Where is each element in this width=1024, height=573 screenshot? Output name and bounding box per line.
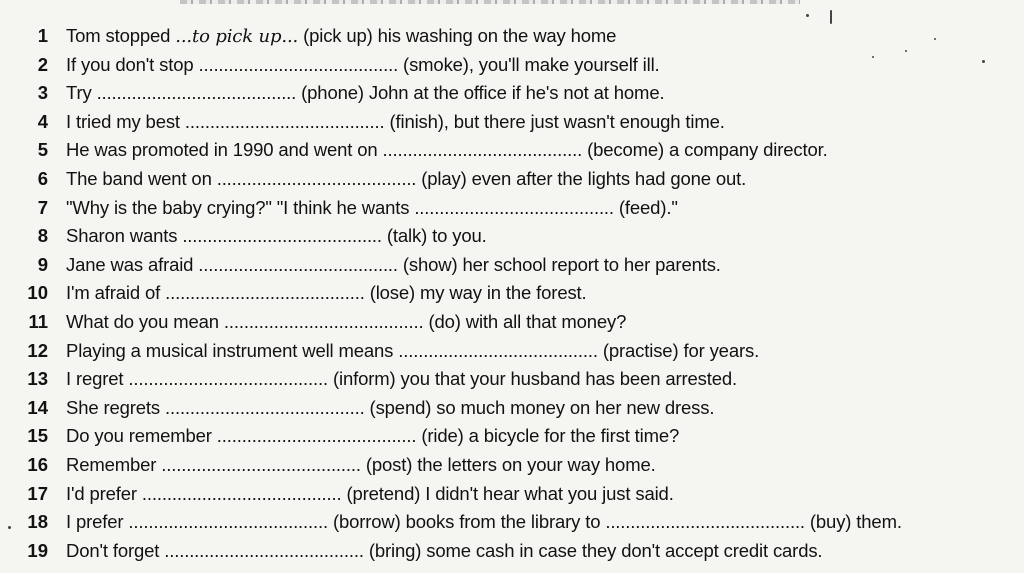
exercise-item [0, 451, 1024, 480]
exercise-item [0, 136, 1024, 165]
exercise-item [0, 194, 1024, 223]
item-number: 7 [37, 196, 48, 218]
exercise-item [0, 165, 1024, 194]
item-number: 10 [27, 282, 48, 304]
item-text: Remember ........................................ (post) the letters on your way home. [66, 453, 656, 475]
item-text: Jane was afraid ........................................ (show) her school report to her parents. [66, 253, 721, 275]
item-text [66, 22, 616, 52]
item-text: Try ........................................ (phone) John at the office if he's not at home. [66, 82, 665, 104]
item-number: 19 [27, 539, 48, 561]
item-text: "Why is the baby crying?" "I think he wants ........................................ (feed)." [66, 196, 678, 218]
item-number: 15 [27, 425, 48, 447]
exercise-item [0, 22, 1024, 51]
item-text: I tried my best ........................................ (finish), but there just wasn't enough time. [66, 110, 725, 132]
item-text: Sharon wants ........................................ (talk) to you. [66, 225, 487, 247]
item-number: 14 [27, 396, 48, 418]
item-number: 13 [27, 368, 48, 390]
item-number: 8 [37, 225, 48, 247]
scan-speck [806, 14, 809, 17]
item-number: 2 [37, 53, 48, 75]
item-number: 11 [28, 310, 48, 332]
item-text: I'd prefer ........................................ (pretend) I didn't hear what you just said. [66, 482, 674, 504]
item-sentence-end: (pick up) his washing on the way home [298, 25, 617, 46]
item-number: 9 [37, 253, 48, 275]
item-text: Playing a musical instrument well means ........................................ (practise) for years. [66, 339, 760, 361]
exercise-item [0, 537, 1024, 566]
exercise-item [0, 222, 1024, 251]
item-text: Don't forget ........................................ (bring) some cash in case they don't accept credit cards. [66, 539, 823, 561]
exercise-item [0, 251, 1024, 280]
item-text: I'm afraid of ........................................ (lose) my way in the forest. [66, 282, 587, 304]
item-text: I prefer ........................................ (borrow) books from the library to ........................................ (buy) them. [66, 511, 902, 533]
item-number: 3 [37, 82, 48, 104]
exercise-item [0, 508, 1024, 537]
item-sentence-start: Tom stopped [66, 25, 176, 46]
exercise-item [0, 480, 1024, 509]
item-number: 4 [37, 110, 48, 132]
exercise-item [0, 337, 1024, 366]
handwritten-answer: ...to pick up... [175, 26, 299, 47]
item-number: 5 [37, 139, 48, 161]
exercise-item [0, 108, 1024, 137]
exercise-item [0, 394, 1024, 423]
item-text: The band went on ........................................ (play) even after the lights had gone out. [66, 167, 747, 189]
exercise-item [0, 79, 1024, 108]
exercise-item [0, 279, 1024, 308]
item-text: What do you mean ........................................ (do) with all that money? [66, 310, 627, 332]
item-number: 6 [37, 167, 48, 189]
item-number: 1 [37, 25, 48, 46]
exercise-item [0, 365, 1024, 394]
exercise-item [0, 308, 1024, 337]
scan-edge-strip [180, 0, 800, 4]
item-number: 18 [27, 511, 48, 533]
exercise-item [0, 51, 1024, 80]
item-text: If you don't stop ........................................ (smoke), you'll make yourself ill. [66, 53, 660, 75]
exercise-item [0, 422, 1024, 451]
item-text: Do you remember ........................................ (ride) a bicycle for the first time? [66, 425, 680, 447]
item-text: She regrets ........................................ (spend) so much money on her new dress. [66, 396, 715, 418]
gerund-infinitive-exercise [0, 22, 1024, 565]
item-text: I regret ........................................ (inform) you that your husband has been arrested. [66, 368, 737, 390]
item-number: 17 [27, 482, 48, 504]
item-text: He was promoted in 1990 and went on ........................................ (become) a company director. [66, 139, 828, 161]
item-number: 16 [27, 453, 48, 475]
item-number: 12 [27, 339, 48, 361]
